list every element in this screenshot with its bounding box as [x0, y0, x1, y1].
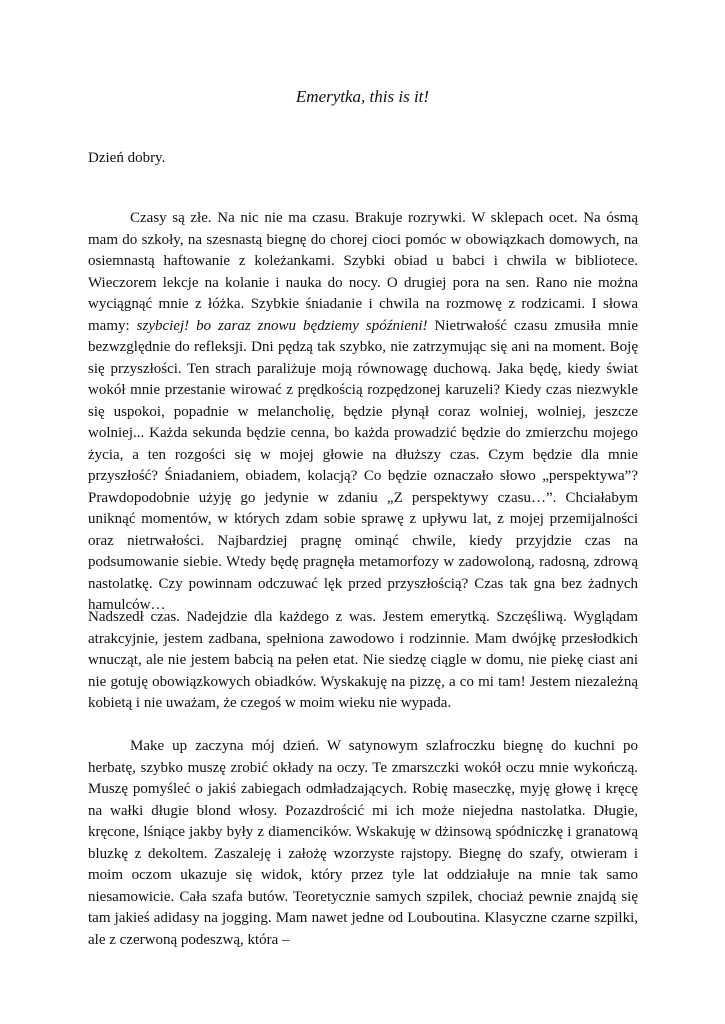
paragraph-1 — [88, 208, 638, 617]
paragraph-2-text: Nadszedł czas. Nadejdzie dla każdego z was. Jestem emerytką. Szczęśliwą. Wyglądam atrakcyjnie, jestem zadbana, spełniona zawodowo i rodzinnie. Mam dwójkę przesłodkich wnucząt, ale nie jestem babcią na pełen etat. Nie siedzę ciągle w domu, nie piekę ciast ani nie gotuję obowiązkowych obiadków. Wyskakuję na pizzę, a co mi tam! Jestem niezależną kobietą i nie uważam, że czegoś w moim wieku nie wypada. — [88, 609, 638, 711]
paragraph-1-text — [88, 208, 638, 617]
document-title: Emerytka, this is it! — [295, 87, 430, 106]
paragraph-1-part2: Nietrwałość czasu zmusiła mnie bezwzględnie do refleksji. Dni pędzą tak szybko, nie zatrzymując się ani na moment. Boję się przyszłości. Ten strach paraliżuje moją równowagę duchową. Jaka będę, kiedy świat wokół mnie przestanie wirować z prędkością rozpędzonej karuzeli? Kiedy czas niezwykle się uspokoi, popadnie w melancholię, będzie płynął coraz wolniej, wolniej, jeszcze wolniej... Każda sekunda będzie cenna, bo każda prowadzić będzie do zmierzchu mojego życia, a ten rozgości się w mojej głowie na dłuższy czas. Czym będzie dla mnie przyszłość? Śniadaniem, obiadem, kolacją? Co będzie oznaczało słowo „perspektywa”? Prawdopodobnie użyję go jedynie w zdaniu „Z perspektywy czasu…”. Chciałabym uniknąć momentów, w których zdam sobie sprawę z upływu lat, z mojej przemijalności oraz nietrwałości. Najbardziej pragnę ominąć chwile, kiedy przyjdzie czas na podsumowanie siebie. Wtedy będę pragnęła metamorfozy w zadowoloną, radosną, zdrową nastolatkę. Czy powinnam odczuwać lęk przed przyszłością? Czas tak gna bez żadnych hamulców… — [88, 317, 638, 613]
paragraph-3-text: Make up zaczyna mój dzień. W satynowym szlafroczku biegnę do kuchni po herbatę, szybko muszę zrobić okłady na oczy. Te zmarszczki wokół oczu mnie wykończą. Muszę pomyśleć o jakiś zabiegach odmładzających. Robię maseczkę, myję głowę i kręcę na wałki długie blond włosy. Pozazdrościć mi ich może niejedna nastolatka. Długie, kręcone, lśniące jakby były z diamencików. Wskakuję w dżinsową spódniczkę i granatową bluzkę z dekoltem. Zaszaleję i założę wzorzyste rajstopy. Biegnę do szafy, otwieram i moim oczom ukazuje się widok, który przez tyle lat oddziałuje na mnie tak samo niesamowicie. Cała szafa butów. Teoretycznie samych szpilek, chociaż pewnie znajdą się tam jakieś adidasy na jogging. Mam nawet jedne od Louboutina. Klasyczne czarne szpilki, ale z czerwoną podeszwą, która – — [88, 738, 638, 948]
paragraph-1-italic-quote: szybciej! bo zaraz znowu będziemy spóźnieni! — [136, 317, 428, 334]
paragraph-3 — [88, 736, 638, 951]
paragraph-2 — [88, 607, 638, 715]
greeting-line: Dzień dobry. — [88, 150, 166, 166]
paragraph-1-part1: Czasy są złe. Na nic nie ma czasu. Brakuje rozrywki. W sklepach ocet. Na ósmą mam do szkoły, na szesnastą biegnę do chorej cioci pomóc w obowiązkach domowych, na osiemnastą haftowanie z koleżankami. Szybki obiad u babci i chwila w bibliotece. Wieczorem lekcje na kolanie i nauka do nocy. O drugiej pora na sen. Rano nie można wyciągnąć mnie z łóżka. Szybkie śniadanie i chwila na rozmowę z rodzicami. I słowa mamy: — [88, 210, 638, 334]
